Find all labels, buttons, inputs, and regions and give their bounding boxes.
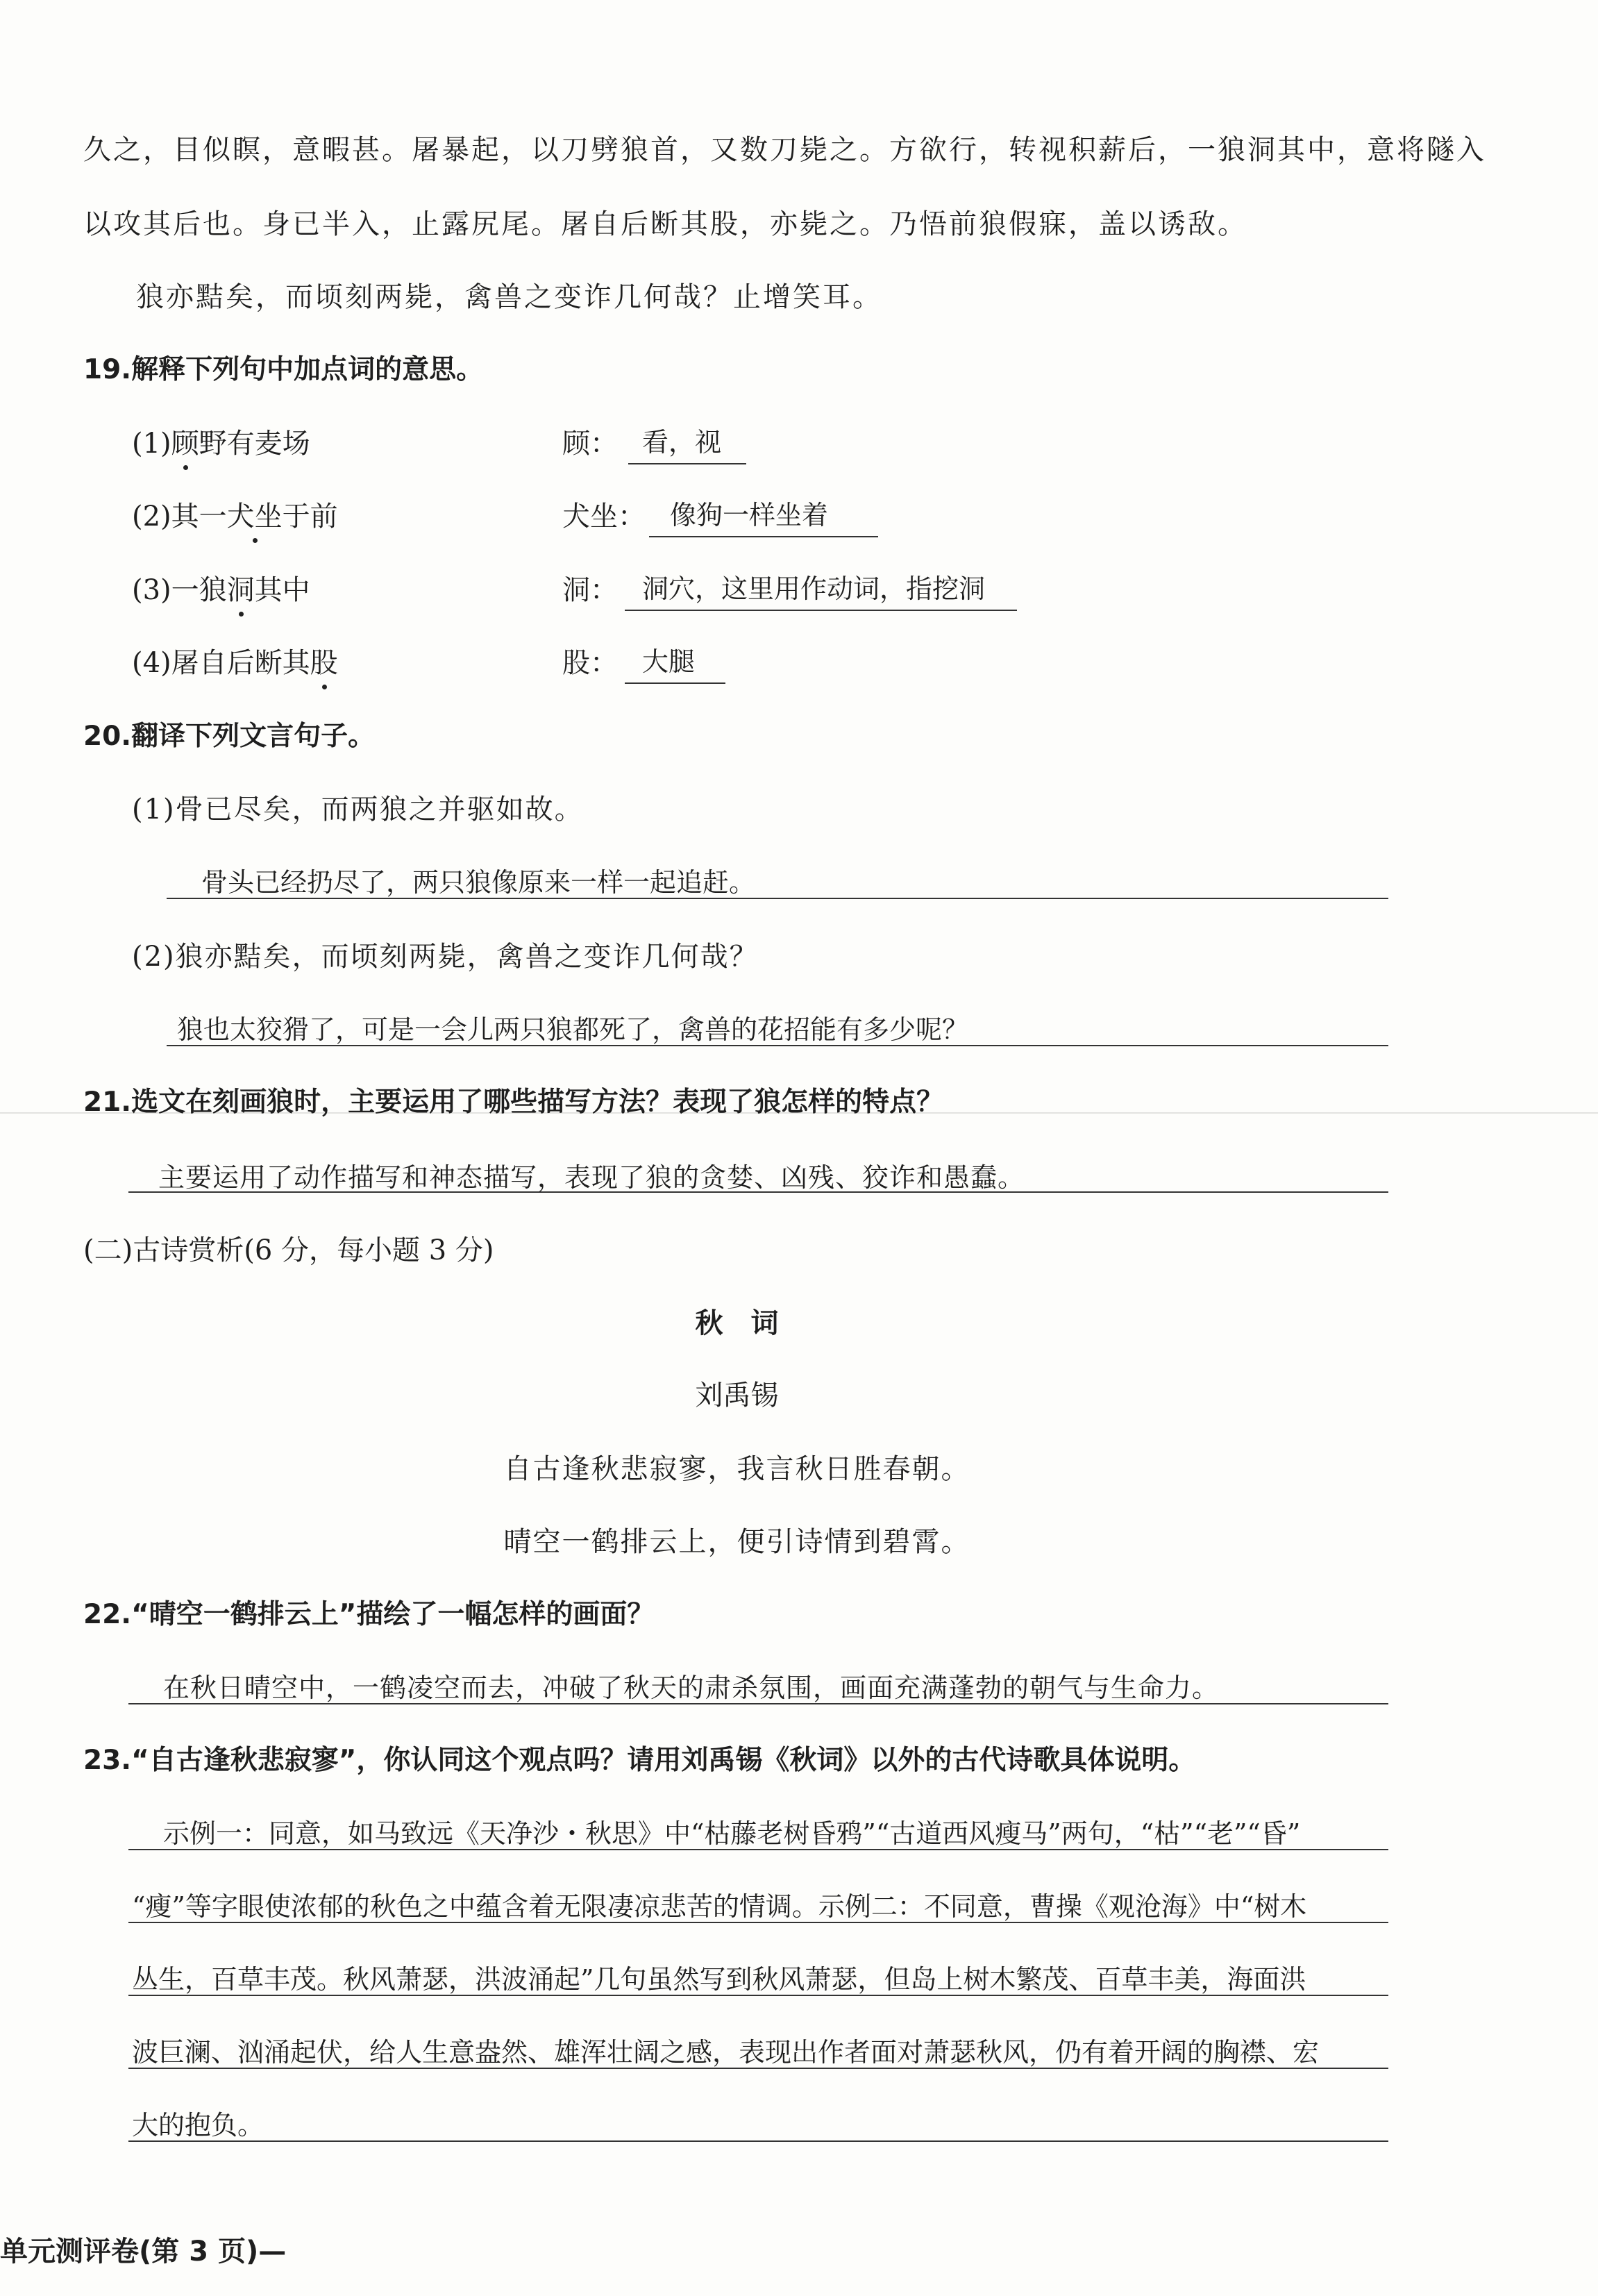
q20-answer-2: 狼也太狡猾了，可是一会儿两只狼都死了，禽兽的花招能有多少呢？ — [177, 1014, 969, 1045]
question-23-title: 23.“自古逢秋悲寂寥”，你认同这个观点吗？请用刘禹锡《秋词》以外的古代诗歌具体说明。 — [83, 1745, 1196, 1776]
q19-item-1-answer: 看，视 — [628, 424, 746, 464]
q21-answer-underline — [128, 1191, 1388, 1193]
passage-line-3: 狼亦黠矣，而顷刻两毙，禽兽之变诈几何哉？止增笑耳。 — [136, 281, 882, 313]
q23-answer-line-4: 波巨澜、汹涌起伏，给人生意盎然、雄浑壮阔之感，表现出作者面对萧瑟秋风，仍有着开阔的胸襟、宏 — [132, 2037, 1320, 2068]
q22-answer: 在秋日晴空中，一鹤凌空而去，冲破了秋天的肃杀氛围，画面充满蓬勃的朝气与生命力。 — [163, 1673, 1220, 1703]
q23-answer-line-5: 大的抱负。 — [132, 2110, 264, 2140]
q19-item-1-number: (1) — [132, 428, 171, 460]
q21-answer: 主要运用了动作描写和神态描写，表现了狼的贪婪、凶残、狡诈和愚蠢。 — [158, 1162, 1025, 1193]
q19-item-3-before: 一狼 — [171, 574, 227, 606]
poem-line-2: 晴空一鹤排云上，便引诗情到碧霄。 — [503, 1526, 970, 1558]
q19-item-4-number: (4) — [132, 647, 171, 679]
q23-answer-underline-4 — [128, 2068, 1388, 2069]
question-20-title: 20.翻译下列文言句子。 — [83, 721, 376, 752]
q23-answer-line-2: “瘦”等字眼使浓郁的秋色之中蕴含着无限凄凉悲苦的情调。示例二：不同意，曹操《观沧海》中“树木 — [132, 1891, 1307, 1922]
q23-answer-underline-5 — [128, 2140, 1388, 2142]
page-footer: 单元测评卷(第 3 页)— — [0, 2236, 287, 2268]
poem-author: 刘禹锡 — [695, 1380, 779, 1411]
q23-answer-underline-1 — [128, 1849, 1388, 1850]
poem-line-1: 自古逢秋悲寂寥，我言秋日胜春朝。 — [503, 1453, 970, 1485]
q19-item-3-number: (3) — [132, 574, 171, 606]
q19-item-4-answer: 大腿 — [625, 644, 725, 684]
q19-item-4-term: 股： — [562, 647, 618, 679]
q20-answer-1: 骨头已经扔尽了，两只狼像原来一样一起追赶。 — [201, 867, 756, 898]
q19-item-2-answer: 像狗一样坐着 — [649, 497, 878, 537]
q19-item-2-number: (2) — [132, 501, 171, 533]
q19-item-2-after: 于前 — [282, 501, 338, 533]
q22-answer-underline — [128, 1703, 1388, 1704]
q19-item-3-dotted-word: 洞 — [227, 571, 255, 610]
q19-item-2-dotted-word — [227, 497, 283, 536]
q19-item-2 — [132, 497, 338, 536]
q19-item-2-term: 犬坐： — [562, 501, 646, 533]
q20-answer-2-underline — [167, 1045, 1388, 1046]
q19-item-3-after: 其中 — [254, 574, 310, 606]
q19-item-4-before: 屠自后断其 — [171, 647, 310, 679]
question-22-title: 22.“晴空一鹤排云上”描绘了一幅怎样的画面？ — [83, 1599, 655, 1630]
q23-answer-line-3: 丛生，百草丰茂。秋风萧瑟，洪波涌起”几句虽然写到秋风萧瑟，但岛上树木繁茂、百草丰美，海面洪 — [132, 1964, 1306, 1995]
q19-item-2-dotted-text: 犬坐 — [226, 501, 283, 533]
q20-sentence-2: (2)狼亦黠矣，而顷刻两毙，禽兽之变诈几何哉？ — [132, 941, 759, 973]
q23-answer-underline-2 — [128, 1922, 1388, 1923]
q19-item-3-term: 洞： — [562, 574, 618, 606]
q19-item-1-term: 顾： — [562, 428, 618, 460]
q19-item-2-before: 其一 — [171, 501, 227, 533]
q19-item-1-after: 野有麦场 — [199, 428, 310, 460]
q23-answer-line-1: 示例一：同意，如马致远《天净沙・秋思》中“枯藤老树昏鸦”“古道西风瘦马”两句，“枯”“老”“昏” — [163, 1818, 1301, 1849]
passage-line-2: 以攻其后也。身已半入，止露尻尾。屠自后断其股，亦毙之。乃悟前狼假寐，盖以诱敌。 — [83, 208, 1247, 240]
q19-item-4-dotted-word: 股 — [310, 644, 338, 682]
poem-title: 秋 词 — [695, 1307, 779, 1339]
q19-item-3 — [132, 571, 310, 610]
question-19-title: 19.解释下列句中加点词的意思。 — [83, 354, 484, 385]
q19-item-4 — [132, 644, 338, 682]
q23-answer-underline-3 — [128, 1995, 1388, 1996]
question-21-title: 21.选文在刻画狼时，主要运用了哪些描写方法？表现了狼怎样的特点？ — [83, 1087, 944, 1118]
q19-item-1 — [132, 424, 310, 463]
q20-answer-1-underline — [167, 898, 1388, 899]
q20-sentence-1: (1)骨已尽矣，而两狼之并驱如故。 — [132, 794, 584, 826]
section-2-heading: (二)古诗赏析(6 分，每小题 3 分) — [83, 1234, 494, 1266]
q19-item-1-dotted-word: 顾 — [171, 424, 199, 463]
q19-item-3-answer: 洞穴，这里用作动词，指挖洞 — [625, 571, 1017, 611]
passage-line-1: 久之，目似瞑，意暇甚。屠暴起，以刀劈狼首，又数刀毙之。方欲行，转视积薪后，一狼洞其中，意将隧入 — [83, 134, 1486, 166]
